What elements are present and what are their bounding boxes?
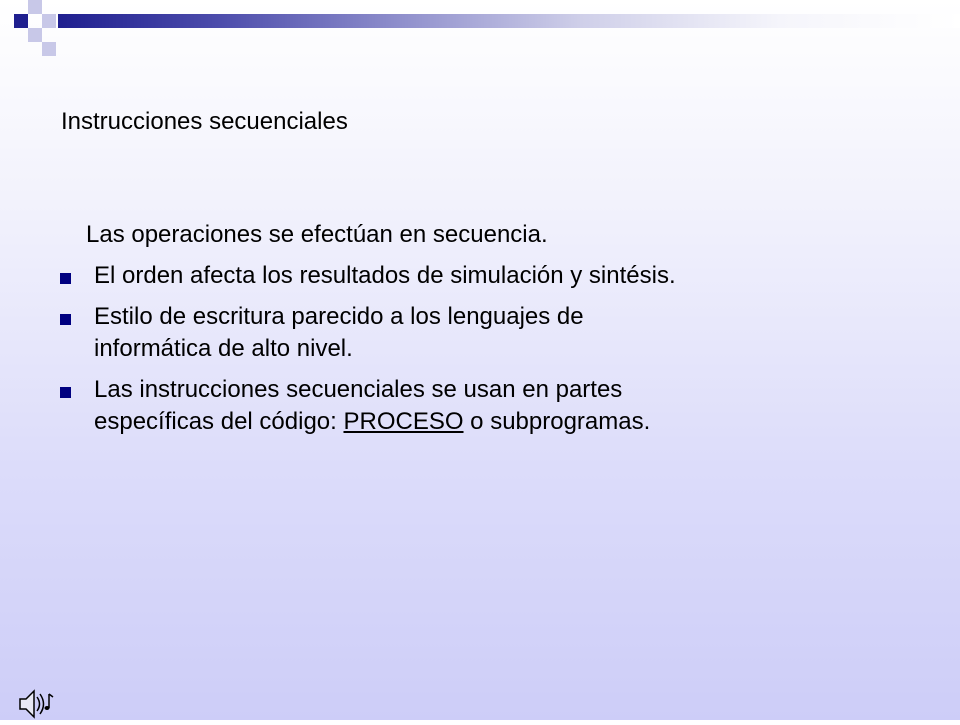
bullet-text: o subprogramas. — [463, 408, 651, 435]
bullet-text: El orden afecta los resultados de simulación y sintésis. — [94, 262, 676, 289]
proceso-link[interactable]: PROCESO — [343, 408, 464, 435]
bullet-text: Las instrucciones secuenciales se usan en partes — [94, 376, 623, 403]
bullet-square-icon — [60, 314, 71, 325]
slide-title: Instrucciones secuenciales — [61, 108, 348, 135]
deco-square — [28, 28, 42, 42]
bullet-list — [60, 260, 920, 447]
bullet-text-line — [94, 406, 920, 438]
bullet-item — [60, 374, 920, 438]
speaker-sound-icon[interactable] — [16, 686, 58, 720]
title-bar — [58, 14, 960, 28]
bullet-item — [60, 301, 920, 365]
deco-square — [42, 14, 56, 28]
deco-square — [14, 14, 28, 28]
bullet-text: específicas del código: — [94, 408, 344, 435]
bullet-square-icon — [60, 387, 71, 398]
bullet-square-icon — [60, 273, 71, 284]
bullet-text: Estilo de escritura parecido a los lenguajes de — [94, 303, 584, 330]
title-decoration — [0, 0, 960, 60]
deco-square — [42, 42, 56, 56]
bullet-text: informática de alto nivel. — [94, 335, 353, 362]
intro-text: Las operaciones se efectúan en secuencia. — [86, 221, 548, 248]
deco-square — [28, 0, 42, 14]
bullet-item — [60, 260, 920, 292]
